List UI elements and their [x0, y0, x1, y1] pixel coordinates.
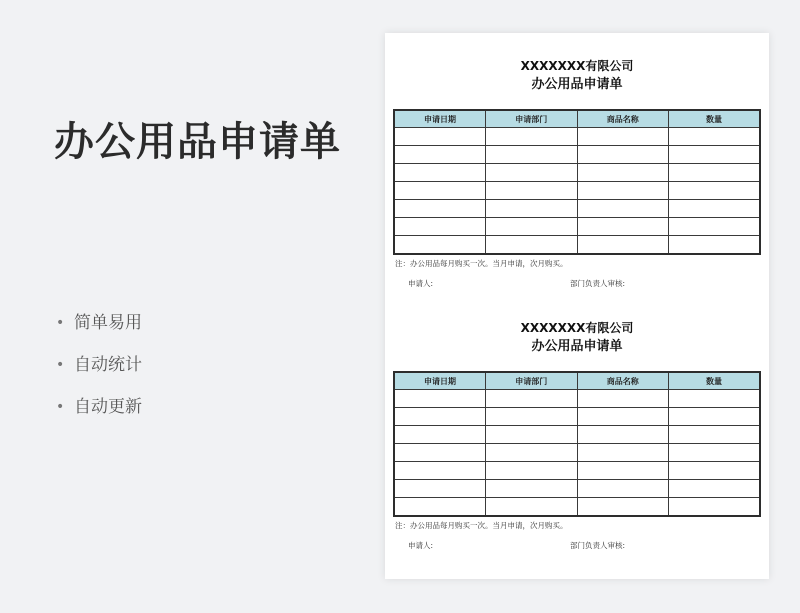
table-cell[interactable]: [486, 444, 578, 462]
table-cell[interactable]: [486, 462, 578, 480]
feature-item: [56, 310, 142, 352]
table-header-row: [394, 110, 760, 128]
table-cell[interactable]: [669, 390, 761, 408]
table-row: [394, 236, 760, 255]
table-cell[interactable]: [577, 164, 669, 182]
feature-label: 自动更新: [74, 397, 142, 417]
table-cell[interactable]: [394, 182, 486, 200]
table-cell[interactable]: [394, 236, 486, 255]
table-cell[interactable]: [486, 128, 578, 146]
header-item-name: 商品名称: [577, 372, 669, 390]
table-cell[interactable]: [577, 146, 669, 164]
table-row: [394, 164, 760, 182]
table-cell[interactable]: [669, 426, 761, 444]
header-date: 申请日期: [394, 110, 486, 128]
bullet-icon: •: [56, 357, 65, 373]
table-cell[interactable]: [669, 498, 761, 517]
company-name: XXXXXXX有限公司: [520, 321, 634, 335]
table-cell[interactable]: [394, 390, 486, 408]
table-cell[interactable]: [394, 444, 486, 462]
table-cell[interactable]: [486, 498, 578, 517]
table-header-row: [394, 372, 760, 390]
feature-item: [56, 352, 142, 394]
header-department: 申请部门: [486, 372, 578, 390]
table-cell[interactable]: [577, 498, 669, 517]
table-cell[interactable]: [577, 200, 669, 218]
form-note: 注：办公用品每月购买一次。当月申请，次月购买。: [395, 259, 568, 268]
table-row: [394, 218, 760, 236]
feature-label: 简单易用: [74, 313, 142, 333]
header-quantity: 数量: [669, 372, 761, 390]
reviewer-label: 部门负责人审核:: [570, 279, 626, 288]
bullet-icon: •: [56, 399, 65, 415]
table-cell[interactable]: [577, 128, 669, 146]
table-cell[interactable]: [669, 146, 761, 164]
table-cell[interactable]: [486, 146, 578, 164]
signature-row: [393, 278, 761, 292]
table-cell[interactable]: [394, 200, 486, 218]
header-item-name: 商品名称: [577, 110, 669, 128]
company-name: XXXXXXX有限公司: [520, 59, 634, 73]
header-date: 申请日期: [394, 372, 486, 390]
reviewer-label: 部门负责人审核:: [570, 541, 626, 550]
table-row: [394, 426, 760, 444]
form-title: 办公用品申请单: [531, 77, 623, 92]
table-cell[interactable]: [486, 182, 578, 200]
table-cell[interactable]: [669, 218, 761, 236]
table-cell[interactable]: [669, 200, 761, 218]
bullet-icon: •: [56, 315, 65, 331]
table-cell[interactable]: [486, 408, 578, 426]
table-cell[interactable]: [577, 236, 669, 255]
feature-label: 自动统计: [74, 355, 142, 375]
application-form: [393, 319, 761, 554]
table-cell[interactable]: [669, 408, 761, 426]
application-form: [393, 57, 761, 292]
hero-title: 办公用品申请单: [54, 119, 341, 165]
table-row: [394, 390, 760, 408]
table-row: [394, 480, 760, 498]
table-cell[interactable]: [394, 480, 486, 498]
feature-item: [56, 394, 142, 436]
table-cell[interactable]: [394, 498, 486, 517]
table-row: [394, 462, 760, 480]
table-row: [394, 146, 760, 164]
document-sheet: [385, 33, 769, 579]
table-cell[interactable]: [394, 426, 486, 444]
table-cell[interactable]: [669, 164, 761, 182]
table-cell[interactable]: [486, 390, 578, 408]
table-cell[interactable]: [486, 164, 578, 182]
header-quantity: 数量: [669, 110, 761, 128]
table-row: [394, 498, 760, 517]
table-row: [394, 444, 760, 462]
table-row: [394, 128, 760, 146]
table-cell[interactable]: [394, 408, 486, 426]
form-table: [393, 371, 761, 517]
table-row: [394, 408, 760, 426]
applicant-label: 申请人:: [408, 279, 434, 288]
table-cell[interactable]: [577, 218, 669, 236]
table-cell[interactable]: [669, 444, 761, 462]
applicant-label: 申请人:: [408, 541, 434, 550]
table-cell[interactable]: [577, 480, 669, 498]
table-cell[interactable]: [394, 146, 486, 164]
table-cell[interactable]: [486, 200, 578, 218]
table-cell[interactable]: [394, 128, 486, 146]
table-cell[interactable]: [394, 218, 486, 236]
table-row: [394, 182, 760, 200]
form-title: 办公用品申请单: [531, 339, 623, 354]
table-cell[interactable]: [577, 444, 669, 462]
form-table: [393, 109, 761, 255]
form-note: 注：办公用品每月购买一次。当月申请，次月购买。: [395, 521, 568, 530]
table-cell[interactable]: [669, 128, 761, 146]
table-cell[interactable]: [577, 408, 669, 426]
table-row: [394, 200, 760, 218]
table-cell[interactable]: [486, 480, 578, 498]
table-cell[interactable]: [577, 462, 669, 480]
table-cell[interactable]: [577, 182, 669, 200]
table-cell[interactable]: [394, 164, 486, 182]
table-cell[interactable]: [486, 236, 578, 255]
feature-list: [56, 310, 142, 436]
table-cell[interactable]: [486, 426, 578, 444]
table-cell[interactable]: [486, 218, 578, 236]
table-cell[interactable]: [669, 236, 761, 255]
table-cell[interactable]: [577, 426, 669, 444]
table-cell[interactable]: [669, 480, 761, 498]
table-cell[interactable]: [394, 462, 486, 480]
table-cell[interactable]: [669, 182, 761, 200]
header-department: 申请部门: [486, 110, 578, 128]
table-cell[interactable]: [669, 462, 761, 480]
signature-row: [393, 540, 761, 554]
table-cell[interactable]: [577, 390, 669, 408]
